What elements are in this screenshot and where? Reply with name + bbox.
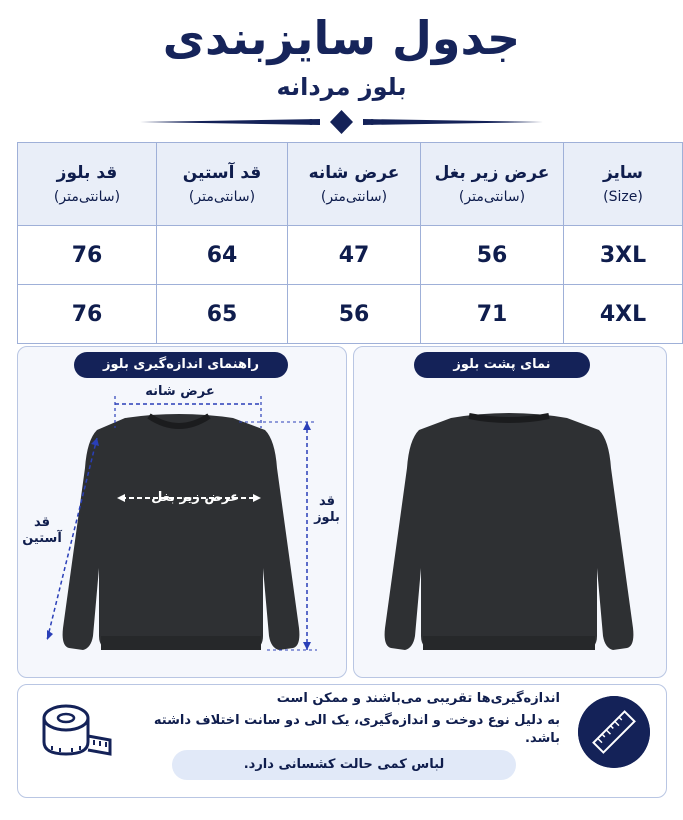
header-sleeve: قد آستین (سانتی‌متر) [157, 143, 288, 226]
back-view-title: نمای پشت بلوز [414, 352, 590, 378]
measuring-tape-icon [36, 696, 116, 766]
table-row [18, 285, 683, 344]
note-line-2: به دلیل نوع دوخت و اندازه‌گیری، یک الی دو سانت اختلاف داشته باشد. [153, 713, 560, 746]
shoulder-cell: 56 [288, 285, 421, 344]
header-size: سایز (Size) [564, 143, 683, 226]
length-cell: 76 [18, 285, 157, 344]
shoulder-cell: 47 [288, 226, 421, 285]
page-title: جدول سایزبندی [162, 11, 521, 65]
ruler-icon [578, 696, 650, 768]
sleeve-cell: 65 [157, 285, 288, 344]
size-cell: 3XL [564, 226, 683, 285]
chest-cell: 71 [421, 285, 564, 344]
sleeve-label: قد آستین [22, 515, 62, 546]
chest-label: عرض زیر بغل [151, 490, 239, 505]
shoulder-label: عرض شانه [145, 384, 215, 399]
header-shoulder: عرض شانه (سانتی‌متر) [288, 143, 421, 226]
header-chest: عرض زیر بغل (سانتی‌متر) [421, 143, 564, 226]
garment-back [385, 413, 634, 650]
sleeve-cell: 64 [157, 226, 288, 285]
stretch-note: لباس کمی حالت کشسانی دارد. [172, 750, 516, 780]
note-line-1: اندازه‌گیری‌ها تقریبی می‌باشند و ممکن است [276, 691, 560, 706]
length-cell: 76 [18, 226, 157, 285]
length-label: قد بلوز [314, 494, 340, 525]
header-length: قد بلوز (سانتی‌متر) [18, 143, 157, 226]
title-divider [140, 108, 543, 136]
front-sweatshirt-illustration [17, 378, 345, 676]
page-subtitle: بلوز مردانه [276, 73, 407, 101]
size-table [17, 142, 683, 344]
measurement-guide-title: راهنمای اندازه‌گیری بلوز [74, 352, 288, 378]
size-cell: 4XL [564, 285, 683, 344]
chest-cell: 56 [421, 226, 564, 285]
back-sweatshirt-illustration [353, 378, 665, 676]
table-row [18, 226, 683, 285]
table-header-row [18, 143, 683, 226]
garment-front [63, 414, 300, 650]
